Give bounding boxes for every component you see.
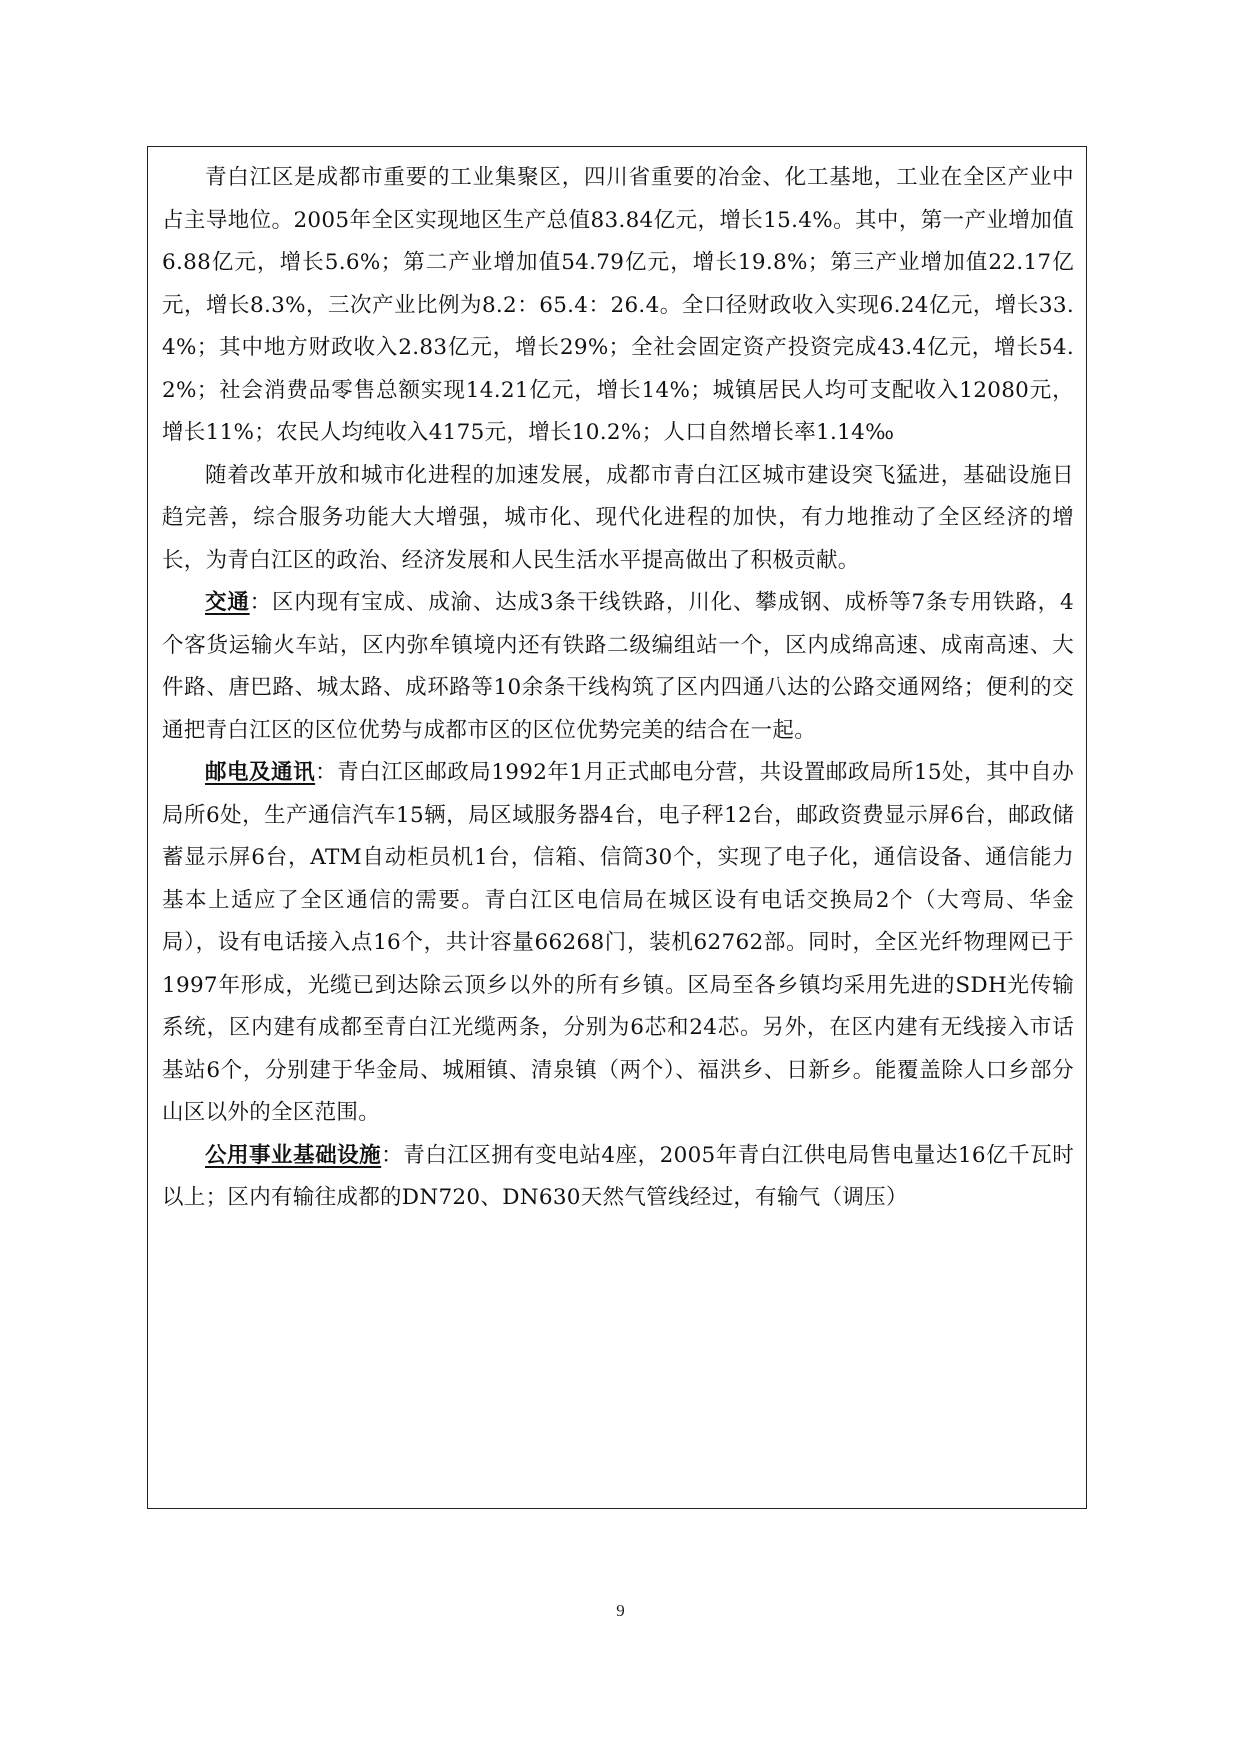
page-frame (147, 146, 1087, 1509)
page-number: 9 (616, 1601, 625, 1620)
paragraph-utilities-text: ：青白江区拥有变电站4座，2005年青白江供电局售电量达16亿千瓦时以上；区内有输往成都的DN720、DN630天然气管线经过，有输气（调压） (162, 1142, 1074, 1210)
paragraph-utilities (162, 1135, 1074, 1220)
heading-transport: 交通 (205, 590, 250, 615)
paragraph-economy (162, 157, 1074, 455)
paragraph-transport (162, 582, 1074, 752)
heading-utilities: 公用事业基础设施 (205, 1142, 382, 1168)
paragraph-urbanization (162, 455, 1074, 583)
paragraph-post-telecom (162, 752, 1074, 1135)
paragraph-urbanization-text: 随着改革开放和城市化进程的加速发展，成都市青白江区城市建设突飞猛进，基础设施日趋完善，综合服务功能大大增强，城市化、现代化进程的加快，有力地推动了全区经济的增长，为青白江区的政治、经济发展和人民生活水平提高做出了积极贡献。 (162, 462, 1074, 573)
paragraph-economy-text: 青白江区是成都市重要的工业集聚区，四川省重要的冶金、化工基地，工业在全区产业中占主导地位。2005年全区实现地区生产总值83.84亿元，增长15.4%。其中，第一产业增加值6.88亿元，增长5.6%；第二产业增加值54.79亿元，增长19.8%；第三产业增加值22.17亿元，增长8.3%，三次产业比例为8.2：65.4：26.4。全口径财政收入实现6.24亿元，增长33.4%；其中地方财政收入2.83亿元，增长29%；全社会固定资产投资完成43.4亿元，增长54.2%；社会消费品零售总额实现14.21亿元，增长14%；城镇居民人均可支配收入12080元，增长11%；农民人均纯收入4175元，增长10.2%；人口自然增长率1.14‰ (162, 165, 1074, 445)
heading-post-telecom: 邮电及通讯 (205, 760, 316, 785)
paragraph-post-telecom-text: ：青白江区邮政局1992年1月正式邮电分营，共设置邮政局所15处，其中自办局所6处，生产通信汽车15辆，局区域服务器4台，电子秤12台，邮政资费显示屏6台，邮政储蓄显示屏6台，ATM自动柜员机1台，信箱、信筒30个，实现了电子化，通信设备、通信能力基本上适应了全区通信的需要。青白江区电信局在城区设有电话交换局2个（大弯局、华金局），设有电话接入点16个，共计容量66268门，装机62762部。同时，全区光纤物理网已于1997年形成，光缆已到达除云顶乡以外的所有乡镇。区局至各乡镇均采用先进的SDH光传输系统，区内建有成都至青白江光缆两条，分别为6芯和24芯。另外，在区内建有无线接入市话基站6个，分别建于华金局、城厢镇、清泉镇（两个）、福洪乡、日新乡。能覆盖除人口乡部分山区以外的全区范围。 (162, 760, 1074, 1125)
paragraph-transport-text: ：区内现有宝成、成渝、达成3条干线铁路，川化、攀成钢、成桥等7条专用铁路，4个客货运输火车站，区内弥牟镇境内还有铁路二级编组站一个，区内成绵高速、成南高速、大件路、唐巴路、城太路、成环路等10余条干线构筑了区内四通八达的公路交通网络；便利的交通把青白江区的区位优势与成都市区的区位优势完美的结合在一起。 (162, 590, 1074, 743)
